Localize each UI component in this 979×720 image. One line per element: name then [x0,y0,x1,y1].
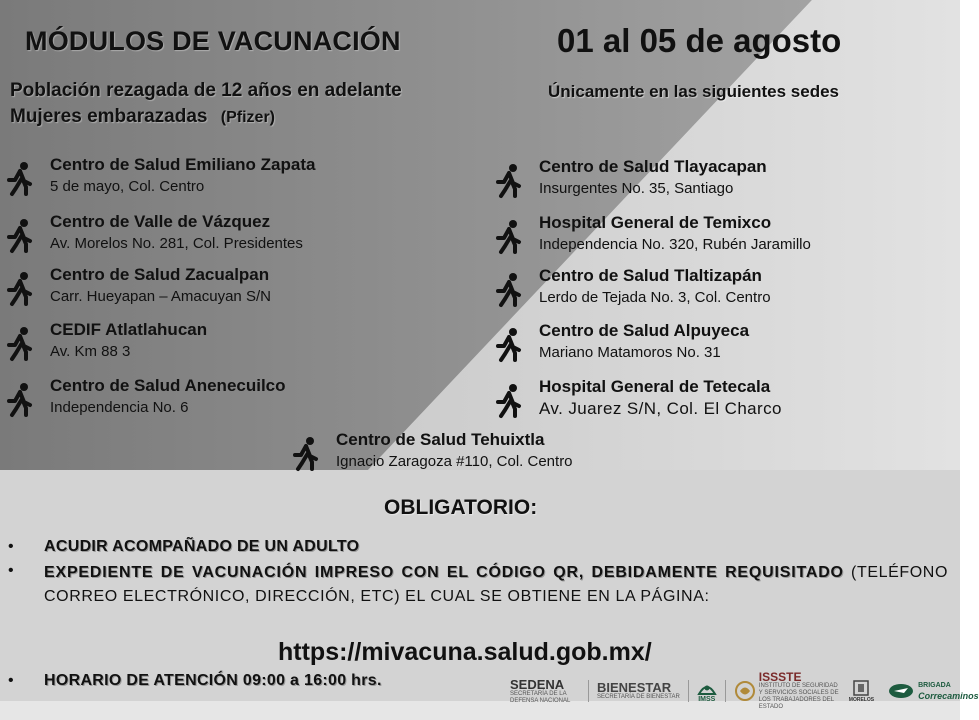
walking-person-icon [2,325,38,361]
vaccine-label: (Pfizer) [220,109,276,126]
walking-person-icon [491,162,527,198]
site-right-1 [491,156,767,200]
walking-person-icon [2,381,38,417]
site-center [288,429,573,473]
site-name: Centro de Valle de Vázquez [50,212,271,231]
page-title: MÓDULOS DE VACUNACIÓN [25,26,401,56]
walking-person-icon [2,160,38,196]
site-left-2 [2,211,303,255]
requirement-item-3: HORARIO DE ATENCIÓN 09:00 a 16:00 hrs. [44,672,382,689]
divider [588,680,589,702]
requirement-item-2-bold: EXPEDIENTE DE VACUNACIÓN IMPRESO CON EL CÓDIGO QR, DEBIDAMENTE REQUISITADO [44,564,844,581]
divider [725,680,726,702]
site-address: Ignacio Zaragoza #110, Col. Centro [336,453,573,470]
site-name: Centro de Salud Alpuyeca [539,321,750,340]
site-left-4 [2,319,207,363]
walking-person-icon [2,270,38,306]
site-address: Independencia No. 6 [50,399,189,416]
site-name: Centro de Salud Tlaltizapán [539,266,762,285]
population-line: Población rezagada de 12 años en adelante [10,80,402,101]
bienestar-logo: BIENESTAR SECRETARÍA DE BIENESTAR [597,680,680,700]
site-address: Independencia No. 320, Rubén Jaramillo [539,236,811,253]
site-name: Centro de Salud Tehuixtla [336,430,545,449]
bullet: • [8,538,14,555]
site-address: Mariano Matamoros No. 31 [539,344,721,361]
roadrunner-icon [888,682,914,700]
requirements-heading: OBLIGATORIO: [384,496,538,519]
site-name: Centro de Salud Anenecuilco [50,376,286,395]
site-address: Carr. Hueyapan – Amacuyan S/N [50,288,271,305]
walking-person-icon [288,435,324,471]
date-range: 01 al 05 de agosto [557,22,842,59]
pregnant-label: Mujeres embarazadas [10,106,208,127]
bullet: • [8,562,14,579]
walking-person-icon [491,326,527,362]
site-right-3 [491,265,771,309]
site-name: Centro de Salud Zacualpan [50,265,270,284]
site-name: CEDIF Atlatlahucan [50,320,208,339]
imss-emblem-icon [697,680,717,696]
requirement-item-2 [44,561,948,609]
sponsor-logos [510,670,979,710]
requirement-item-1: ACUDIR ACOMPAÑADO DE UN ADULTO [44,538,360,555]
site-right-2 [491,212,811,256]
site-left-1 [2,154,315,198]
divider [688,680,689,702]
morelos-logo: MORELOS [849,679,874,703]
website-url[interactable]: https://mivacuna.salud.gob.mx/ [278,638,652,666]
site-address: Lerdo de Tejada No. 3, Col. Centro [539,289,771,306]
imss-logo: IMSS [697,680,717,703]
issste-emblem-icon [734,680,756,702]
brigada-correcaminos-logo: BRIGADA Correcaminos [888,681,979,701]
site-address: Av. Morelos No. 281, Col. Presidentes [50,235,303,252]
walking-person-icon [491,271,527,307]
site-address: Insurgentes No. 35, Santiago [539,180,734,197]
requirement-item-2-rest: (TELÉFONO CORREO ELECTRÓNICO, DIRECCIÓN, ETC) EL CUAL SE OBTIENE EN LA PÁGINA: [44,564,949,605]
walking-person-icon [2,217,38,253]
site-name: Centro de Salud Emiliano Zapata [50,155,316,174]
site-left-5 [2,375,286,419]
site-name: Hospital General de Temixco [539,213,772,232]
only-sites-label: Únicamente en las siguientes sedes [548,82,840,101]
issste-logo: ISSSTE INSTITUTO DE SEGURIDAD Y SERVICIOS SOCIALES DE LOS TRABAJADORES DEL ESTADO [734,671,843,711]
site-right-4 [491,320,749,364]
pregnant-line [10,106,275,128]
morelos-emblem-icon [852,679,870,697]
walking-person-icon [491,382,527,418]
site-address: Av. Km 88 3 [50,343,131,360]
walking-person-icon [491,218,527,254]
site-address: 5 de mayo, Col. Centro [50,178,205,195]
sedena-logo: SEDENA SECRETARÍA DE LA DEFENSA NACIONAL [510,676,571,704]
site-left-3 [2,264,271,308]
site-name: Hospital General de Tetecala [539,377,771,396]
site-name: Centro de Salud Tlayacapan [539,157,767,176]
site-address: Av. Juarez S/N, Col. El Charco [539,399,782,418]
site-right-5 [491,376,782,420]
bullet: • [8,672,14,689]
